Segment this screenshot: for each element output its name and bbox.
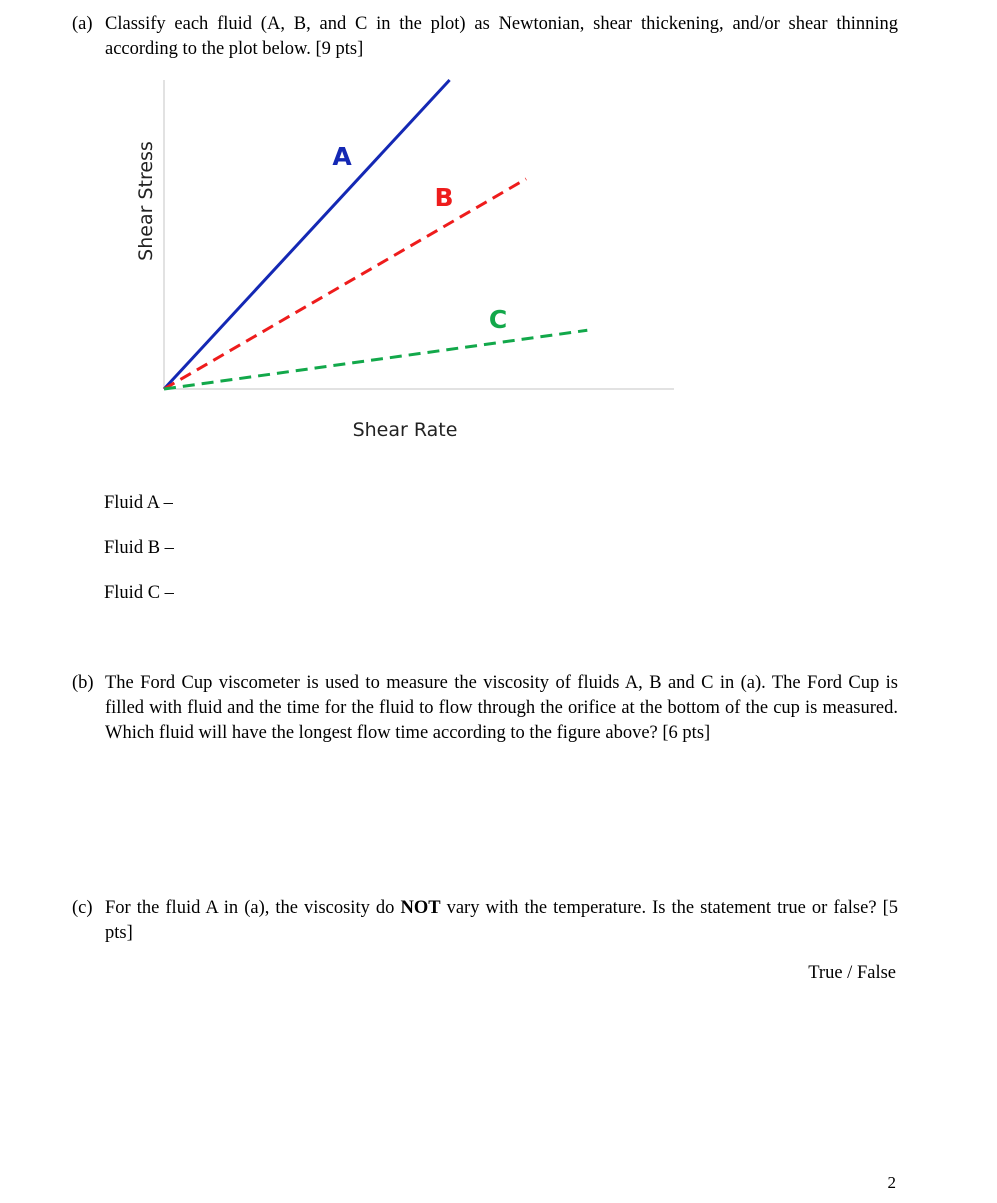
- plot-labels: [135, 141, 507, 441]
- question-a-label: (a): [72, 14, 93, 34]
- x-axis-label: Shear Rate: [352, 419, 458, 441]
- shear-plot: [0, 0, 997, 460]
- question-b-text: The Ford Cup viscometer is used to measure the viscosity of fluids A, B and C in (a). The Ford Cup is filled with fluid and the time for the fluid to flow through the orifice at the bottom of the cup is measured. Which fluid will have the longest flow time according to the figure above? [6 pts]: [105, 673, 898, 743]
- fluid-c-answer-line: Fluid C –: [104, 583, 174, 603]
- question-c-text: [105, 896, 898, 946]
- plot-series: [164, 80, 587, 389]
- question-c: [72, 896, 898, 946]
- series-line-c: [164, 330, 587, 389]
- series-line-a: [164, 80, 450, 389]
- question-c-label: (c): [72, 898, 93, 918]
- question-c-text-before: For the fluid A in (a), the viscosity do: [105, 898, 401, 918]
- question-b-label: (b): [72, 673, 94, 693]
- page-number: 2: [887, 1173, 896, 1192]
- question-c-text-after: vary with the temperature. Is the statement true or false? [5 pts]: [105, 898, 898, 943]
- series-line-b: [164, 179, 526, 389]
- plot-axes: [164, 80, 674, 389]
- fluid-b-answer-line: Fluid B –: [104, 538, 174, 558]
- series-label-b: B: [434, 183, 454, 212]
- question-c-emphasis: NOT: [400, 898, 441, 918]
- true-false-options: True / False: [808, 963, 896, 983]
- fluid-a-answer-line: Fluid A –: [104, 493, 173, 513]
- y-axis-label: Shear Stress: [135, 141, 157, 261]
- question-a-text: Classify each fluid (A, B, and C in the plot) as Newtonian, shear thickening, and/or shear thinning according to the plot below. [9 pts]: [105, 14, 898, 59]
- series-label-c: C: [488, 305, 508, 334]
- series-label-a: A: [332, 142, 352, 171]
- question-b: [72, 671, 898, 746]
